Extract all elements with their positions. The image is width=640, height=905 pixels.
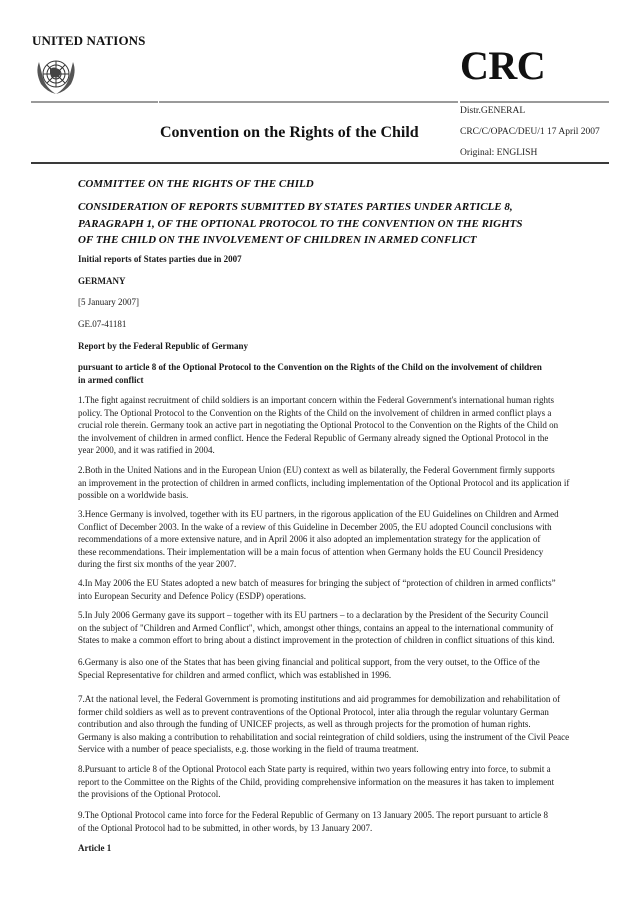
paragraph-line: 1.The fight against recruitment of child soldiers is an important concern within the Federal Government's international human rights bbox=[78, 395, 554, 405]
paragraph-line: 3.Hence Germany is involved, together with its EU partners, in the rigorous application of the EU Guidelines on Children and Armed bbox=[78, 509, 559, 519]
report-date: [5 January 2007] bbox=[78, 297, 139, 307]
consideration-heading-line: OF THE CHILD ON THE INVOLVEMENT OF CHILDREN IN ARMED CONFLICT bbox=[78, 234, 477, 246]
paragraph-line: States to make a common effort to bring about a distinct improvement in the protection of children in conflict situations of this kind. bbox=[78, 635, 555, 646]
paragraph-line: 2.Both in the United Nations and in the European Union (EU) context as well as bilaterally, the Federal Government firmly supports bbox=[78, 465, 555, 475]
paragraph-line: policy. The Optional Protocol to the Convention on the Rights of the Child on the involvement of children in armed conflict plays a bbox=[78, 407, 552, 418]
pursuant-heading-line: in armed conflict bbox=[78, 374, 144, 385]
paragraph-line: Special Representative for children and armed conflict, which was established in 1996. bbox=[78, 669, 392, 680]
paragraph-3 bbox=[78, 508, 578, 571]
paragraph-line: Germany is also making a contribution to rehabilitation and social reintegration of child soldiers, using the instrument of the Civil Peace bbox=[78, 731, 570, 742]
committee-heading: COMMITTEE ON THE RIGHTS OF THE CHILD bbox=[78, 178, 314, 190]
organization-name: UNITED NATIONS bbox=[32, 33, 146, 48]
header-rule-middle bbox=[159, 101, 458, 103]
consideration-heading-line: CONSIDERATION OF REPORTS SUBMITTED BY STATES PARTIES UNDER ARTICLE 8, bbox=[78, 201, 513, 213]
paragraph-line: Conflict of December 2003. In the wake of a review of this Guideline in December 2005, the EU adopted Council conclusions with bbox=[78, 521, 552, 532]
paragraph-line: 9.The Optional Protocol came into force for the Federal Republic of Germany on 13 January 2005. The report pursuant to article 8 bbox=[78, 810, 548, 820]
paragraph-line: recommendations of a more extensive nature, and in April 2006 it also adopted an implementation strategy for the application of bbox=[78, 534, 541, 545]
country-name: GERMANY bbox=[78, 276, 126, 286]
paragraph-line: these recommendations. Their implementation will be a main focus of attention when Germany holds the EU Council Presidency bbox=[78, 546, 544, 557]
paragraph-8 bbox=[78, 763, 578, 801]
paragraph-9 bbox=[78, 809, 578, 834]
paragraph-line: on the subject of "Children and Armed Conflict", which, amongst other things, contains an appeal to the international community of bbox=[78, 622, 554, 633]
initial-reports-label: Initial reports of States parties due in 2007 bbox=[78, 254, 242, 264]
pursuant-heading-line: pursuant to article 8 of the Optional Protocol to the Convention on the Rights of the Child on the involvement of children bbox=[78, 362, 542, 372]
report-by-heading: Report by the Federal Republic of Germany bbox=[78, 341, 248, 351]
paragraph-line: crucial role therein. Germany took an active part in negotiating the Optional Protocol to the Convention on the Rights of the Child on bbox=[78, 420, 559, 431]
header-rule-right bbox=[460, 101, 609, 103]
paragraph-line: former child soldiers as well as to prevent contraventions of the Optional Protocol, inter alia through the regular voluntary German bbox=[78, 706, 549, 717]
consideration-heading-line: PARAGRAPH 1, OF THE OPTIONAL PROTOCOL TO THE CONVENTION ON THE RIGHTS bbox=[78, 217, 523, 230]
pursuant-heading bbox=[78, 361, 578, 386]
header-rule-left bbox=[31, 101, 158, 103]
paragraph-line: into European Security and Defence Policy (ESDP) operations. bbox=[78, 590, 306, 601]
paragraph-line: 8.Pursuant to article 8 of the Optional Protocol each State party is required, within two years following entry into force, to submit a bbox=[78, 764, 551, 774]
paragraph-2 bbox=[78, 464, 578, 502]
paragraph-line: during the first six months of the year 2007. bbox=[78, 559, 237, 570]
paragraph-line: of the Optional Protocol had to be submitted, in other words, by 13 January 2007. bbox=[78, 822, 373, 833]
paragraph-line: year 2000, and it was ratified in 2004. bbox=[78, 445, 215, 456]
paragraph-5 bbox=[78, 609, 578, 647]
paragraph-line: 7.At the national level, the Federal Government is promoting institutions and aid programmes for demobilization and rehabilitation of bbox=[78, 694, 561, 704]
ge-number: GE.07-41181 bbox=[78, 319, 127, 329]
paragraph-line: Service with a number of peace specialists, e.g. those working in the field of trauma treatment. bbox=[78, 744, 419, 755]
paragraph-6 bbox=[78, 656, 578, 681]
original-language: Original: ENGLISH bbox=[460, 148, 538, 158]
document-symbol-date: CRC/C/OPAC/DEU/1 17 April 2007 bbox=[460, 127, 600, 137]
paragraph-line: the provisions of the Optional Protocol. bbox=[78, 789, 221, 800]
consideration-heading bbox=[78, 199, 523, 249]
document-symbol-large: CRC bbox=[460, 43, 546, 88]
paragraph-line: possible on a worldwide basis. bbox=[78, 490, 189, 501]
paragraph-1 bbox=[78, 394, 578, 457]
un-emblem-icon bbox=[31, 54, 81, 98]
paragraph-line: report to the Committee on the Rights of the Child, providing comprehensive information on the measures it has taken to implement bbox=[78, 776, 555, 787]
header-bottom-rule bbox=[31, 162, 609, 164]
article-1-heading: Article 1 bbox=[78, 843, 112, 853]
paragraph-line: 5.In July 2006 Germany gave its support – together with its EU partners – to a declaration by the President of the Security Council bbox=[78, 610, 549, 620]
paragraph-4 bbox=[78, 577, 578, 602]
distribution: Distr.GENERAL bbox=[460, 106, 526, 116]
paragraph-line: 4.In May 2006 the EU States adopted a new batch of measures for bringing the subject of “protection of children in armed conflicts” bbox=[78, 578, 556, 588]
paragraph-line: the involvement of children in armed conflict. Hence the Federal Republic of Germany already signed the Optional Protocol in the bbox=[78, 432, 549, 443]
convention-title: Convention on the Rights of the Child bbox=[160, 124, 419, 141]
paragraph-7 bbox=[78, 693, 578, 756]
paragraph-line: 6.Germany is also one of the States that has been giving financial and political support, from the very outset, to the Office of the bbox=[78, 657, 540, 667]
paragraph-line: contribution and also through the funding of UNICEF projects, as well as through projects for the promotion of human rights. bbox=[78, 719, 531, 730]
paragraph-line: an improvement in the protection of children in armed conflicts, including implementation of the Optional Protocol and its application if bbox=[78, 477, 570, 488]
